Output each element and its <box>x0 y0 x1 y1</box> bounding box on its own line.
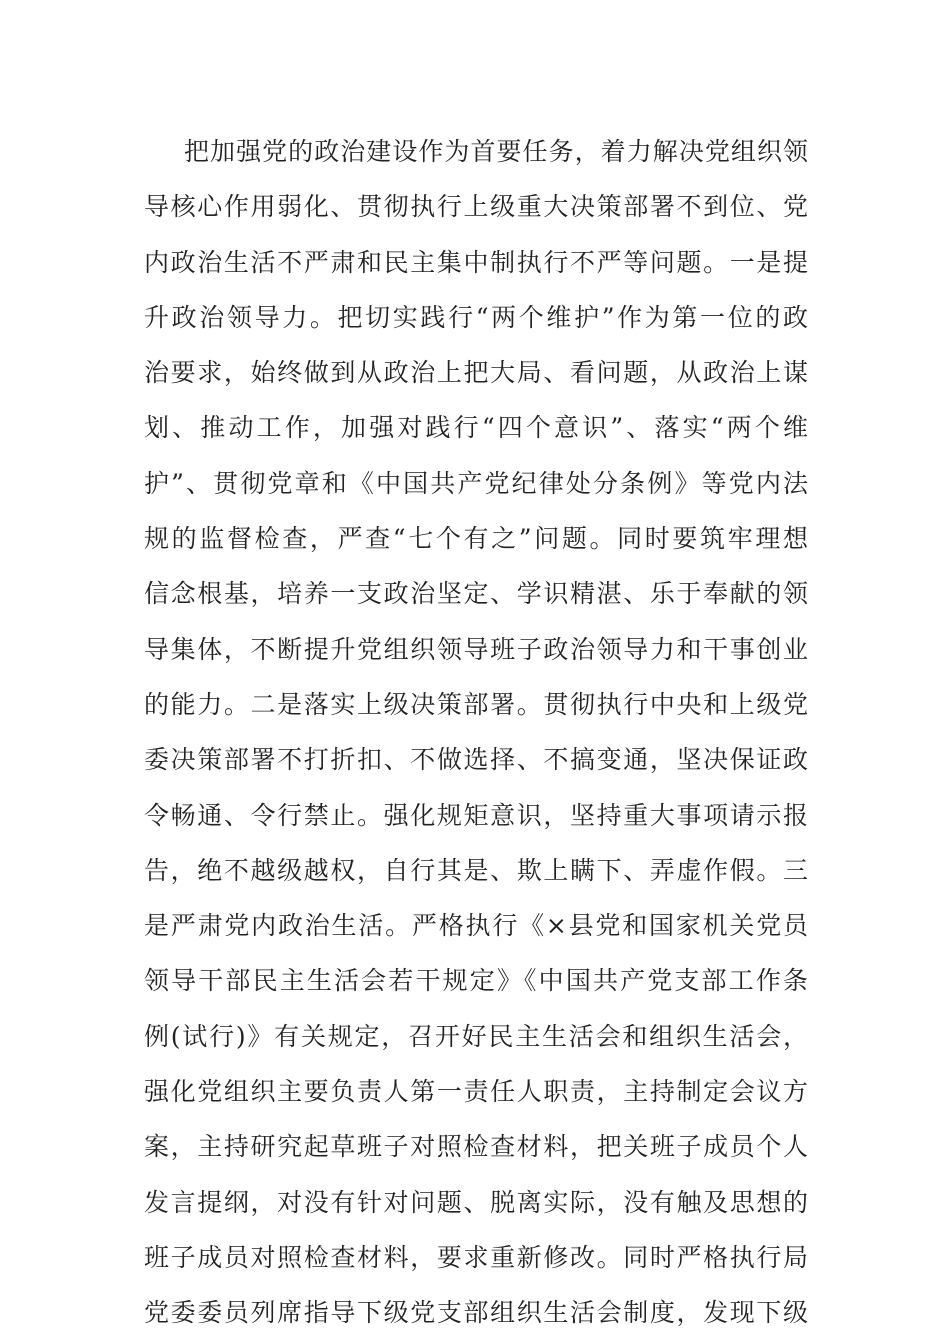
text-line: 强化党组织主要负责人第一责任人职责，主持制定会议方 <box>144 1077 808 1107</box>
text-line: 令畅通、令行禁止。强化规矩意识，坚持重大事项请示报 <box>144 800 808 830</box>
text-line: 护”、贯彻党章和《中国共产党纪律处分条例》等党内法 <box>144 468 808 498</box>
text-line: 划、推动工作，加强对践行“四个意识”、落实“两个维 <box>144 413 808 443</box>
text-line: 领导干部民主生活会若干规定》《中国共产党支部工作条 <box>144 966 808 996</box>
text-line: 例(试行)》有关规定，召开好民主生活会和组织生活会， <box>144 1021 808 1051</box>
text-line: 治要求，始终做到从政治上把大局、看问题，从政治上谋 <box>144 358 808 388</box>
text-line: 升政治领导力。把切实践行“两个维护”作为第一位的政 <box>144 302 808 332</box>
body-paragraph <box>144 124 808 1341</box>
text-line: 规的监督检查，严查“七个有之”问题。同时要筑牢理想 <box>144 524 808 554</box>
text-line: 案，主持研究起草班子对照检查材料，把关班子成员个人 <box>144 1132 808 1162</box>
text-line: 把加强党的政治建设作为首要任务，着力解决党组织领 <box>184 137 808 166</box>
text-line: 班子成员对照检查材料，要求重新修改。同时严格执行局 <box>144 1242 808 1272</box>
text-line: 党委委员列席指导下级党支部组织生活会制度，发现下级 <box>144 1298 808 1328</box>
text-line: 委决策部署不打折扣、不做选择、不搞变通，坚决保证政 <box>144 745 808 775</box>
text-line: 的能力。二是落实上级决策部署。贯彻执行中央和上级党 <box>144 689 808 719</box>
text-line: 告，绝不越级越权，自行其是、欺上瞒下、弄虚作假。三 <box>144 855 808 885</box>
text-line: 导集体，不断提升党组织领导班子政治领导力和干事创业 <box>144 634 808 664</box>
text-line: 导核心作用弱化、贯彻执行上级重大决策部署不到位、党 <box>144 192 808 222</box>
text-line: 信念根基，培养一支政治坚定、学识精湛、乐于奉献的领 <box>144 579 808 609</box>
text-line: 发言提纲，对没有针对问题、脱离实际，没有触及思想的 <box>144 1187 808 1217</box>
text-line: 内政治生活不严肃和民主集中制执行不严等问题。一是提 <box>144 247 808 277</box>
text-line: 是严肃党内政治生活。严格执行《×县党和国家机关党员 <box>144 911 808 941</box>
